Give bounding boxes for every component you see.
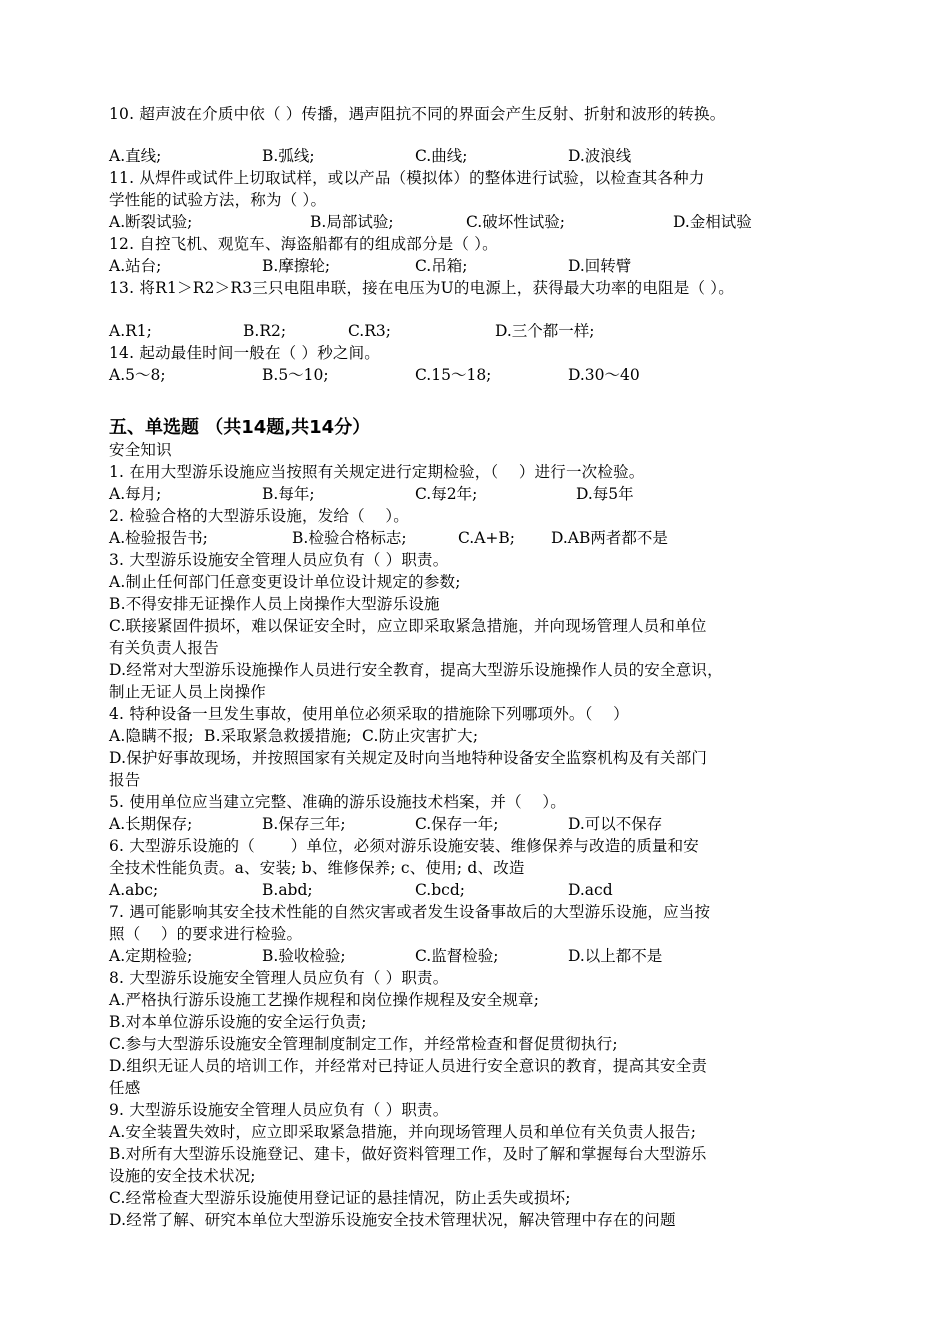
s2-option-c: C.A+B; xyxy=(458,529,516,547)
q10-option-b: B.弧线; xyxy=(262,147,315,165)
section-heading: 五、单选题 （共14题,共14分） xyxy=(109,417,371,438)
s7-option-b: B.验收检验; xyxy=(262,947,346,965)
s2-option-b: B.检验合格标志; xyxy=(292,529,407,547)
q11-option-c: C.破坏性试验; xyxy=(466,213,565,231)
category-label: 安全知识 xyxy=(109,441,172,459)
question-11-stem-line1: 11. 从焊件或试件上切取试样，或以产品（模拟体）的整体进行试验，以检查其各种力 xyxy=(109,169,705,187)
s2-option-a: A.检验报告书; xyxy=(109,529,208,547)
s6-option-d: D.acd xyxy=(568,881,613,899)
q13-option-b: B.R2; xyxy=(243,322,287,340)
q12-option-c: C.吊箱; xyxy=(415,257,468,275)
question-11-stem-line2: 学性能的试验方法，称为（ ）。 xyxy=(109,191,327,209)
s3-option-c-line2: 有关负责人报告 xyxy=(109,639,219,657)
question-14-stem: 14. 起动最佳时间一般在（ ）秒之间。 xyxy=(109,344,381,362)
s3-option-d-line2: 制止无证人员上岗操作 xyxy=(109,683,267,701)
q11-option-b: B.局部试验; xyxy=(310,213,394,231)
s3-option-b: B.不得安排无证操作人员上岗操作大型游乐设施 xyxy=(109,595,440,613)
q13-option-d: D.三个都一样; xyxy=(495,322,595,340)
s9-option-c: C.经常检查大型游乐设施使用登记证的悬挂情况，防止丢失或损坏; xyxy=(109,1189,571,1207)
q14-option-c: C.15～18; xyxy=(415,366,492,384)
s7-option-d: D.以上都不是 xyxy=(568,947,663,965)
q12-option-d: D.回转臂 xyxy=(568,257,632,275)
q14-option-b: B.5～10; xyxy=(262,366,329,384)
s8-option-a: A.严格执行游乐设施工艺操作规程和岗位操作规程及安全规章; xyxy=(109,991,540,1009)
s9-option-a: A.安全装置失效时，应立即采取紧急措施，并向现场管理人员和单位有关负责人报告; xyxy=(109,1123,697,1141)
q13-option-c: C.R3; xyxy=(348,322,391,340)
q14-option-a: A.5～8; xyxy=(109,366,166,384)
q11-option-a: A.断裂试验; xyxy=(109,213,193,231)
question-13-stem: 13. 将R1＞R2＞R3三只电阻串联，接在电压为U的电源上，获得最大功率的电阻是（ ）。 xyxy=(109,279,734,297)
q12-option-b: B.摩擦轮; xyxy=(262,257,331,275)
q10-option-d: D.波浪线 xyxy=(568,147,632,165)
s7-option-c: C.监督检验; xyxy=(415,947,499,965)
question-12-stem: 12. 自控飞机、观览车、海盗船都有的组成部分是（ ）。 xyxy=(109,235,498,253)
s6-option-c: C.bcd; xyxy=(415,881,465,899)
s3-option-a: A.制止任何部门任意变更设计单位设计规定的参数; xyxy=(109,573,461,591)
question-10-stem: 10. 超声波在介质中依（ ）传播，遇声阻抗不同的界面会产生反射、折射和波形的转换。 xyxy=(109,105,726,123)
s4-options-abc: A.隐瞒不报; B.采取紧急救援措施; C.防止灾害扩大; xyxy=(109,727,479,745)
s6-stem-line2: 全技术性能负责。a、安装; b、维修保养; c、使用; d、改造 xyxy=(109,859,525,877)
q10-option-a: A.直线; xyxy=(109,147,162,165)
s3-option-c-line1: C.联接紧固件损坏，难以保证安全时，应立即采取紧急措施，并向现场管理人员和单位 xyxy=(109,617,707,635)
s9-option-b-line2: 设施的安全技术状况; xyxy=(109,1167,256,1185)
s1-option-c: C.每2年; xyxy=(415,485,478,503)
s5-option-d: D.可以不保存 xyxy=(568,815,663,833)
s2-stem: 2. 检验合格的大型游乐设施，发给（ ）。 xyxy=(109,507,409,525)
s8-option-d-line1: D.组织无证人员的培训工作，并经常对已持证人员进行安全意识的教育，提高其安全责 xyxy=(109,1057,708,1075)
s5-stem: 5. 使用单位应当建立完整、准确的游乐设施技术档案，并（ ）。 xyxy=(109,793,566,811)
s1-stem: 1. 在用大型游乐设施应当按照有关规定进行定期检验，（ ）进行一次检验。 xyxy=(109,463,645,481)
s5-option-b: B.保存三年; xyxy=(262,815,346,833)
s8-option-c: C.参与大型游乐设施安全管理制度制定工作，并经常检查和督促贯彻执行; xyxy=(109,1035,618,1053)
s1-option-a: A.每月; xyxy=(109,485,162,503)
s9-stem: 9. 大型游乐设施安全管理人员应负有（ ）职责。 xyxy=(109,1101,449,1119)
s6-stem-line1: 6. 大型游乐设施的（ ）单位，必须对游乐设施安装、维修保养与改造的质量和安 xyxy=(109,837,700,855)
s3-option-d-line1: D.经常对大型游乐设施操作人员进行安全教育，提高大型游乐设施操作人员的安全意识， xyxy=(109,661,723,679)
q12-option-a: A.站台; xyxy=(109,257,162,275)
s2-option-d: D.AB两者都不是 xyxy=(551,529,668,547)
s4-option-d-line1: D.保护好事故现场，并按照国家有关规定及时向当地特种设备安全监察机构及有关部门 xyxy=(109,749,708,767)
s7-option-a: A.定期检验; xyxy=(109,947,193,965)
s1-option-b: B.每年; xyxy=(262,485,315,503)
s6-option-b: B.abd; xyxy=(262,881,313,899)
q10-option-c: C.曲线; xyxy=(415,147,468,165)
s1-option-d: D.每5年 xyxy=(576,485,634,503)
s9-option-b-line1: B.对所有大型游乐设施登记、建卡，做好资料管理工作，及时了解和掌握每台大型游乐 xyxy=(109,1145,707,1163)
s7-stem-line1: 7. 遇可能影响其安全技术性能的自然灾害或者发生设备事故后的大型游乐设施，应当按 xyxy=(109,903,711,921)
s8-option-d-line2: 任感 xyxy=(109,1079,141,1097)
s4-option-d-line2: 报告 xyxy=(109,771,141,789)
s5-option-a: A.长期保存; xyxy=(109,815,193,833)
q13-option-a: A.R1; xyxy=(109,322,152,340)
s5-option-c: C.保存一年; xyxy=(415,815,499,833)
q11-option-d: D.金相试验 xyxy=(673,213,752,231)
s6-option-a: A.abc; xyxy=(109,881,159,899)
s3-stem: 3. 大型游乐设施安全管理人员应负有（ ）职责。 xyxy=(109,551,449,569)
s9-option-d: D.经常了解、研究本单位大型游乐设施安全技术管理状况，解决管理中存在的问题 xyxy=(109,1211,676,1229)
s4-stem: 4. 特种设备一旦发生事故，使用单位必须采取的措施除下列哪项外。（ ） xyxy=(109,705,629,723)
s8-stem: 8. 大型游乐设施安全管理人员应负有（ ）职责。 xyxy=(109,969,449,987)
s7-stem-line2: 照（ ）的要求进行检验。 xyxy=(109,925,303,943)
s8-option-b: B.对本单位游乐设施的安全运行负责; xyxy=(109,1013,367,1031)
q14-option-d: D.30～40 xyxy=(568,366,640,384)
